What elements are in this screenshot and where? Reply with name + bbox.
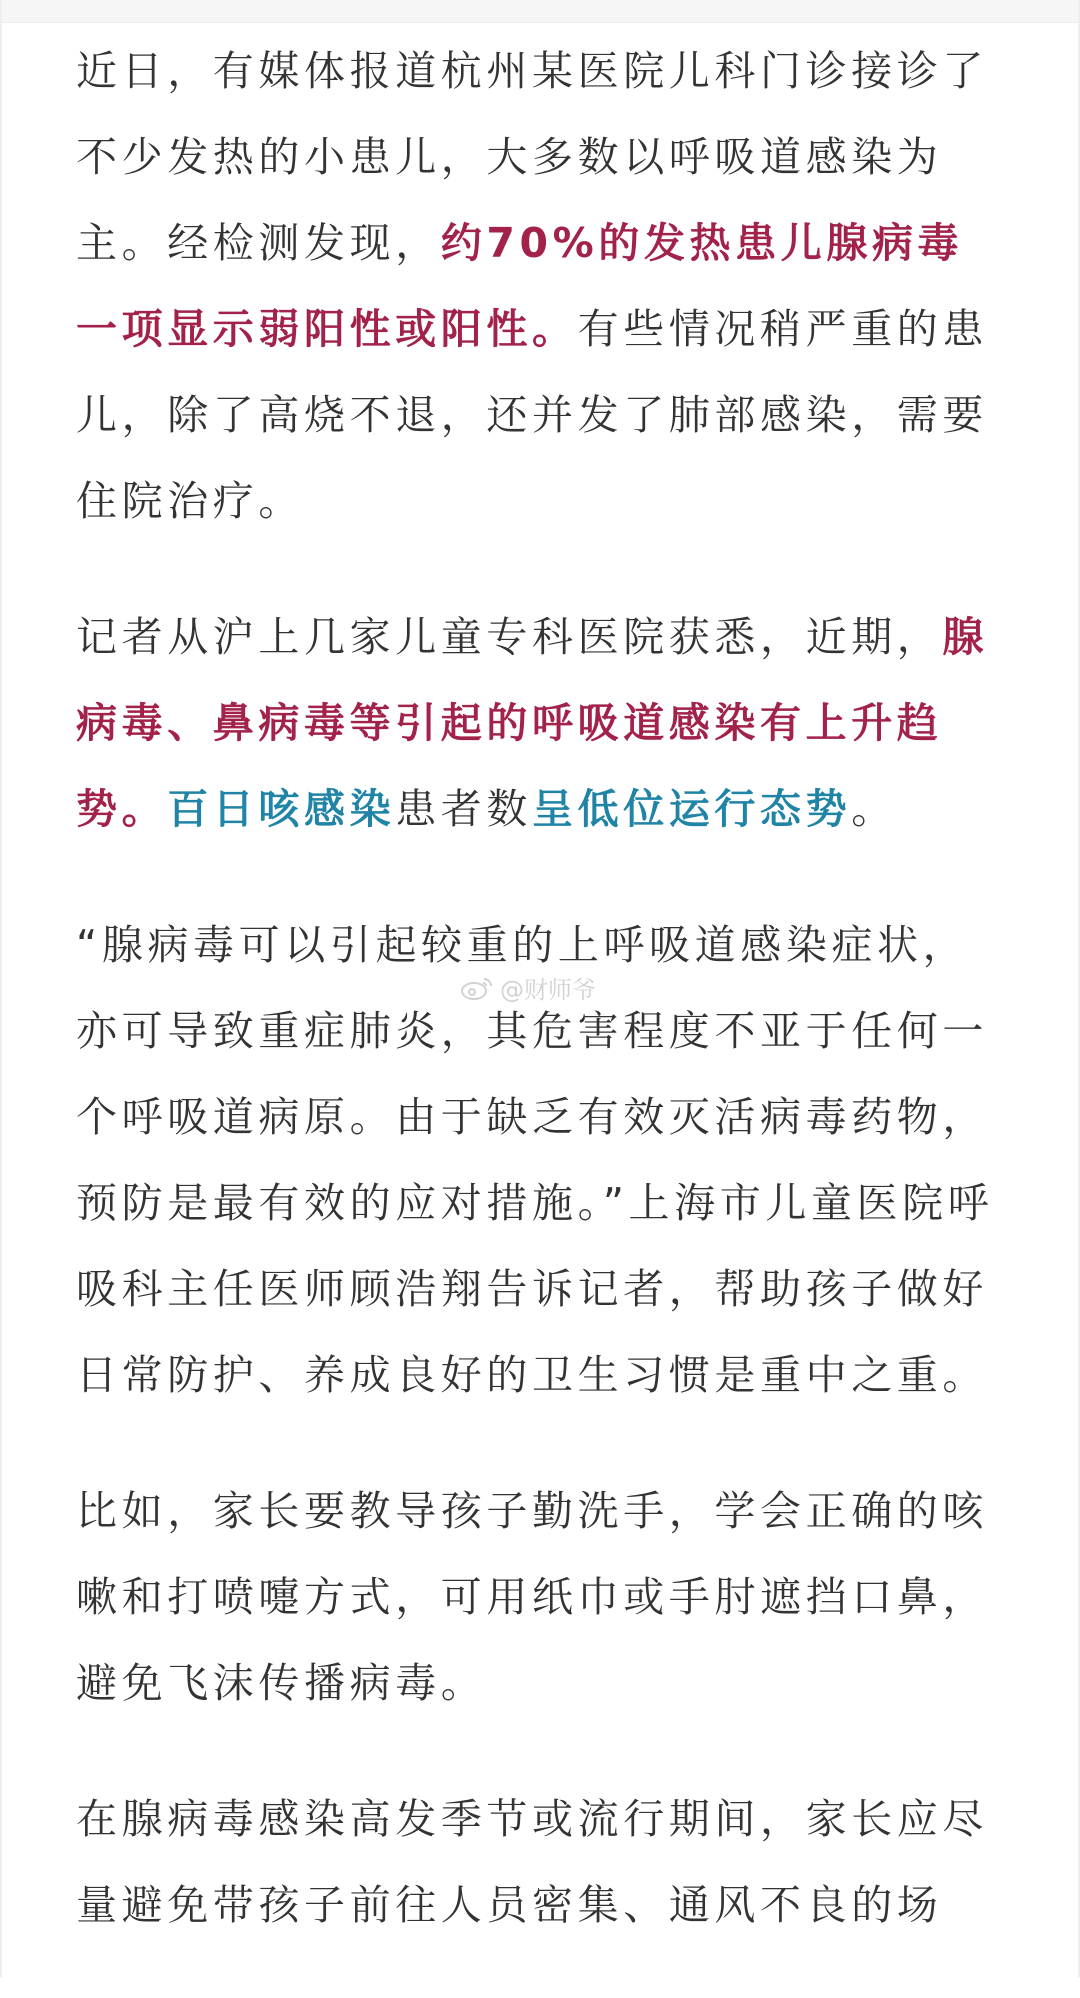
text-segment: 近日，有媒体报道杭州某医院儿科门诊接诊了不少发热的小患儿，大多数以呼吸道感染为主。经检测发现，: [76, 47, 988, 267]
text-segment: 比如，家长要教导孩子勤洗手，学会正确的咳嗽和打喷嚏方式，可用纸巾或手肘遮挡口鼻，避免飞沫传播病毒。: [76, 1487, 988, 1707]
text-segment: 患者数: [395, 785, 533, 833]
text-segment: 在腺病毒感染高发季节或流行期间，家长应尽量避免带孩子前往人员密集、通风不良的场: [76, 1795, 988, 1929]
text-segment: 有些情况稍严重的患儿，除了高烧不退，还并发了肺部感染，需要住院治疗。: [76, 305, 989, 525]
text-segment: “腺病毒可以引起较重的上呼吸道感染症状，亦可导致重症肺炎，其危害程度不亚于任何一个呼吸道病原。由于缺乏有效灭活病毒药物，预防是最有效的应对措施。”上海市儿童医院呼吸科主任医师顾浩翔告诉记者，帮助孩子做好日常防护、养成良好的卫生习惯是重中之重。: [76, 921, 994, 1399]
paragraph-1: [76, 28, 1004, 544]
frame-left-edge: [0, 0, 2, 1977]
highlight-blue: 百日咳感染: [167, 785, 396, 833]
paragraph-5: [76, 1776, 1004, 1948]
watermark-text: @财师爷: [500, 976, 596, 1004]
watermark: [460, 970, 596, 1005]
paragraph-2: [76, 594, 1004, 852]
weibo-icon: [460, 975, 494, 1001]
highlight-blue: 呈低位运行态势: [532, 785, 852, 833]
article-body: [76, 28, 1004, 1998]
top-strip: [0, 0, 1080, 23]
paragraph-4: [76, 1468, 1004, 1726]
highlight-red: 腺病毒、鼻病毒等引起的呼吸道感染有上升趋势。: [76, 613, 989, 833]
highlight-red: 约70%的发热患儿腺病毒一项显示弱阳性或阳性。: [76, 219, 964, 353]
text-segment: 记者从沪上几家儿童专科医院获悉，近期，: [76, 613, 943, 661]
text-segment: 。: [851, 785, 897, 833]
